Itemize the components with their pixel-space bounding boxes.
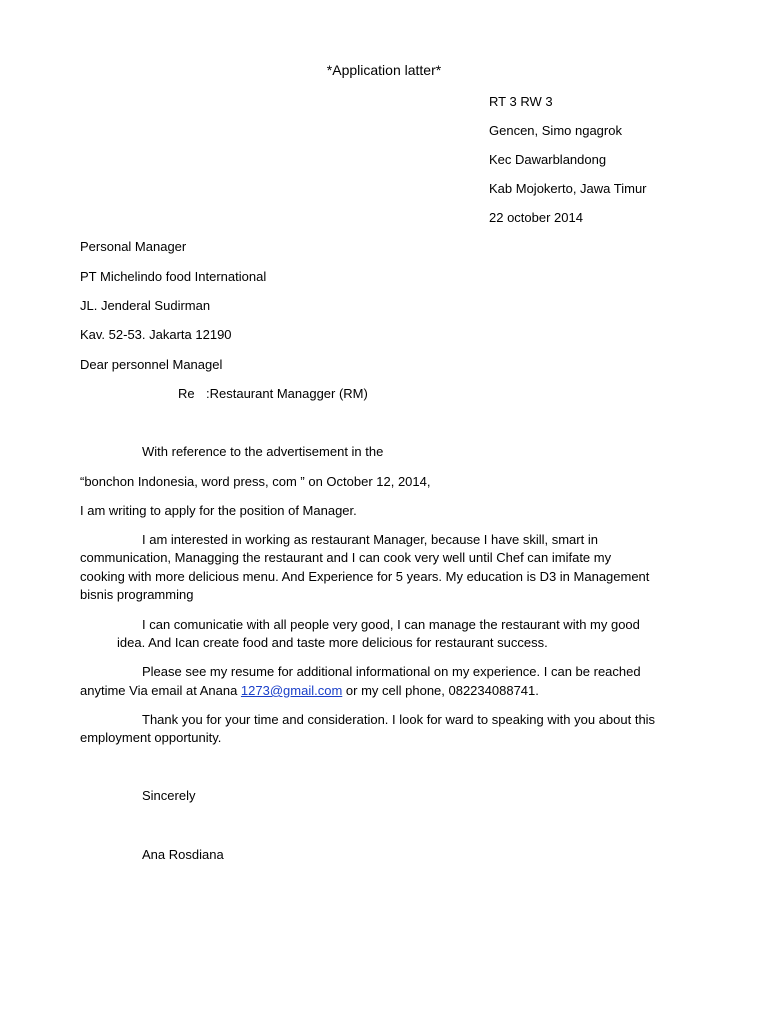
letter-date: 22 october 2014	[489, 210, 583, 225]
para3-line-1: I can comunicatie with all people very good, I can manage the restaurant with my good	[142, 617, 640, 632]
email-link[interactable]: 1273@gmail.com	[240, 683, 343, 698]
para5-line-2: employment opportunity.	[80, 730, 222, 745]
para3-line-2: idea. And Ican create food and taste more delicious for restaurant success.	[117, 635, 548, 650]
para4-line-1: Please see my resume for additional informational on my experience. I can be reached	[142, 664, 641, 679]
recipient-line-4: Kav. 52-53. Jakarta 12190	[80, 327, 232, 342]
recipient-line-3: JL. Jenderal Sudirman	[80, 298, 211, 313]
para4-line-2	[80, 683, 539, 699]
salutation: Dear personnel Managel	[80, 357, 223, 372]
para5-line-1: Thank you for your time and consideration. I look for ward to speaking with you about this	[142, 712, 656, 727]
recipient-line-1: Personal Manager	[80, 239, 187, 254]
letter-title: *Application latter*	[326, 62, 442, 78]
para2-line-3: cooking with more delicious menu. And Experience for 5 years. My education is D3 in Management	[80, 569, 650, 584]
para2-line-2: communication, Managging the restaurant and I can cook very well until Chef can imifate my	[80, 550, 612, 565]
sender-address-line-3: Kec Dawarblandong	[489, 152, 607, 167]
sender-address-line-4: Kab Mojokerto, Jawa Timur	[489, 181, 647, 196]
para2-line-4: bisnis programming	[80, 587, 194, 602]
recipient-line-2: PT Michelindo food International	[80, 269, 267, 284]
closing: Sincerely	[142, 788, 196, 803]
para2-line-1: I am interested in working as restaurant Manager, because I have skill, smart in	[142, 532, 598, 547]
para4-line-2-end: or my cell phone, 082234088741.	[342, 683, 539, 698]
signature-name: Ana Rosdiana	[142, 847, 224, 862]
para1-line-3: I am writing to apply for the position of Manager.	[80, 503, 357, 518]
para4-line-2-start: anytime Via email at Anana	[80, 683, 241, 698]
sender-address-line-1: RT 3 RW 3	[489, 94, 553, 109]
para1-line-2: “bonchon Indonesia, word press, com ” on October 12, 2014,	[80, 474, 431, 489]
re-label: Re	[178, 386, 195, 401]
para1-line-1: With reference to the advertisement in the	[142, 444, 384, 459]
re-subject: :Restaurant Managger (RM)	[206, 386, 368, 401]
sender-address-line-2: Gencen, Simo ngagrok	[489, 123, 622, 138]
